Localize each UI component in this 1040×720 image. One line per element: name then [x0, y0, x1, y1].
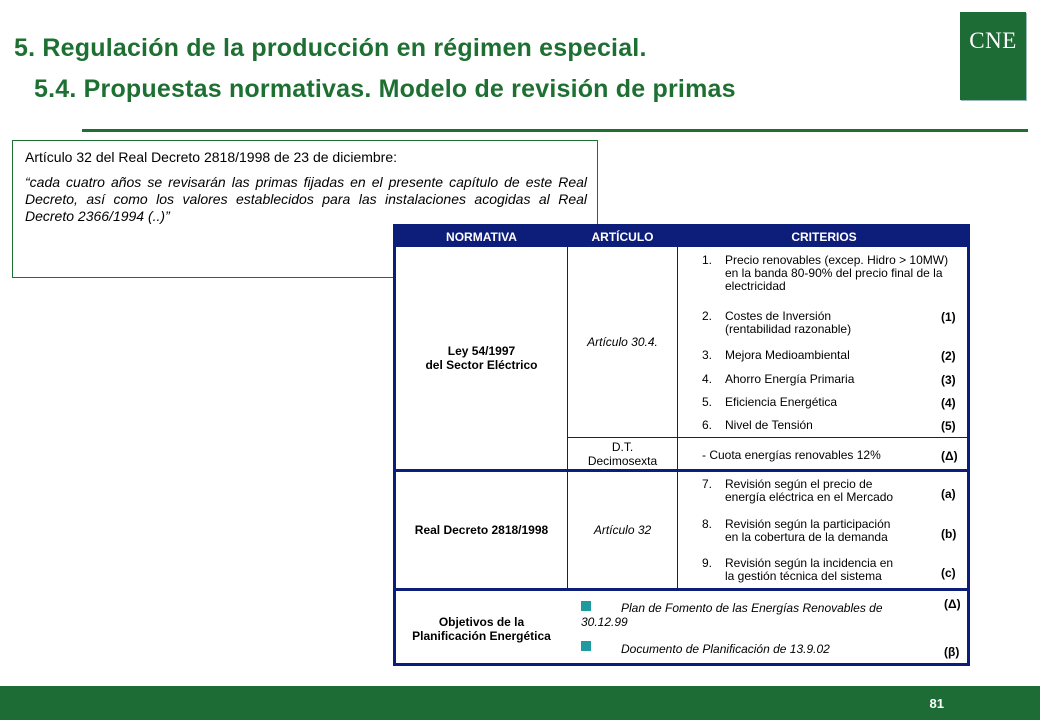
normativa-objetivos: Objetivos de la Planificación Energética	[412, 614, 551, 643]
articulo-30-4: Artículo 30.4.	[587, 335, 658, 349]
page-number: 81	[929, 696, 944, 711]
title-divider	[82, 129, 1028, 132]
ref-3: (3)	[941, 373, 956, 387]
articulo-dt: D.T. Decimosexta	[587, 439, 658, 468]
ref-delta: (Δ)	[941, 449, 958, 463]
criteria-table: NORMATIVA ARTÍCULO CRITERIOS Ley 54/1997 del Sector Eléctrico Artículo 30.4. 1. Precio renovables (excep. Hidro > 10MW) en la banda 80-90% del precio final de la electricidad 2. Costes de Inversión (rentabilidad razonable) (1) 3. Mejora Medioambiental (2) 4. Ahorro Energía Primaria (3) 5. Eficiencia Energética (4) 6. Nivel de Tensión (5) D.T. Decimosexta - Cuota energías renovables 12% (Δ) Real Decreto 2818/1998 Artículo 32 7. Revisión según el precio de energía eléctrica en el Mercado (a) 8. Revisión según la participación en la cobertura de la demanda (b) 9. Revisión según la incidencia en la gestión técnica del sistema (c) Objetivos de la Planificación Energética Plan de Fomento de las Energías Renovables de 30.12.99 (Δ) Documento de Planificación de 13.9.02 (β)	[393, 224, 970, 666]
ref-5: (5)	[941, 419, 956, 433]
header-articulo: ARTÍCULO	[568, 227, 677, 247]
plan2-bullet	[581, 641, 591, 651]
quote-heading: Artículo 32 del Real Decreto 2818/1998 de 23 de diciembre:	[25, 149, 398, 165]
ref-1: (1)	[941, 310, 956, 324]
criterio-cuota: - Cuota energías renovables 12%	[702, 448, 881, 462]
normativa-rd: Real Decreto 2818/1998	[414, 523, 549, 537]
ref-plan-delta: (Δ)	[944, 597, 961, 611]
ley-line2: del Sector Eléctrico	[425, 358, 538, 372]
header-normativa: NORMATIVA	[396, 227, 567, 247]
footer-bar	[0, 686, 1040, 720]
page-title: 5. Regulación de la producción en régimen especial.	[14, 34, 647, 62]
ref-c: (c)	[941, 566, 956, 580]
header-criterios: CRITERIOS	[678, 227, 970, 247]
plan-fomento: Plan de Fomento de las Energías Renovables de 30.12.99	[581, 601, 883, 629]
documento-planificacion: Documento de Planificación de 13.9.02	[621, 642, 830, 656]
ref-a: (a)	[941, 487, 956, 501]
quote-body: “cada cuatro años se revisarán las primas fijadas en el presente capítulo de este Real Decreto, así como los valores establecidos para las instalaciones acogidas al Real Decreto 2366/1994 (..)”	[25, 174, 587, 224]
ley-line1: Ley 54/1997	[447, 344, 516, 358]
logo-text: CNE	[969, 28, 1017, 53]
articulo-32: Artículo 32	[593, 523, 652, 537]
col-divider-2	[677, 227, 678, 589]
ref-4: (4)	[941, 396, 956, 410]
ref-plan-beta: (β)	[944, 645, 960, 659]
ref-b: (b)	[941, 527, 957, 541]
cne-logo	[960, 12, 1026, 100]
page-subtitle: 5.4. Propuestas normativas. Modelo de revisión de primas	[34, 75, 736, 103]
normativa-ley	[396, 247, 567, 469]
ref-2: (2)	[941, 349, 956, 363]
